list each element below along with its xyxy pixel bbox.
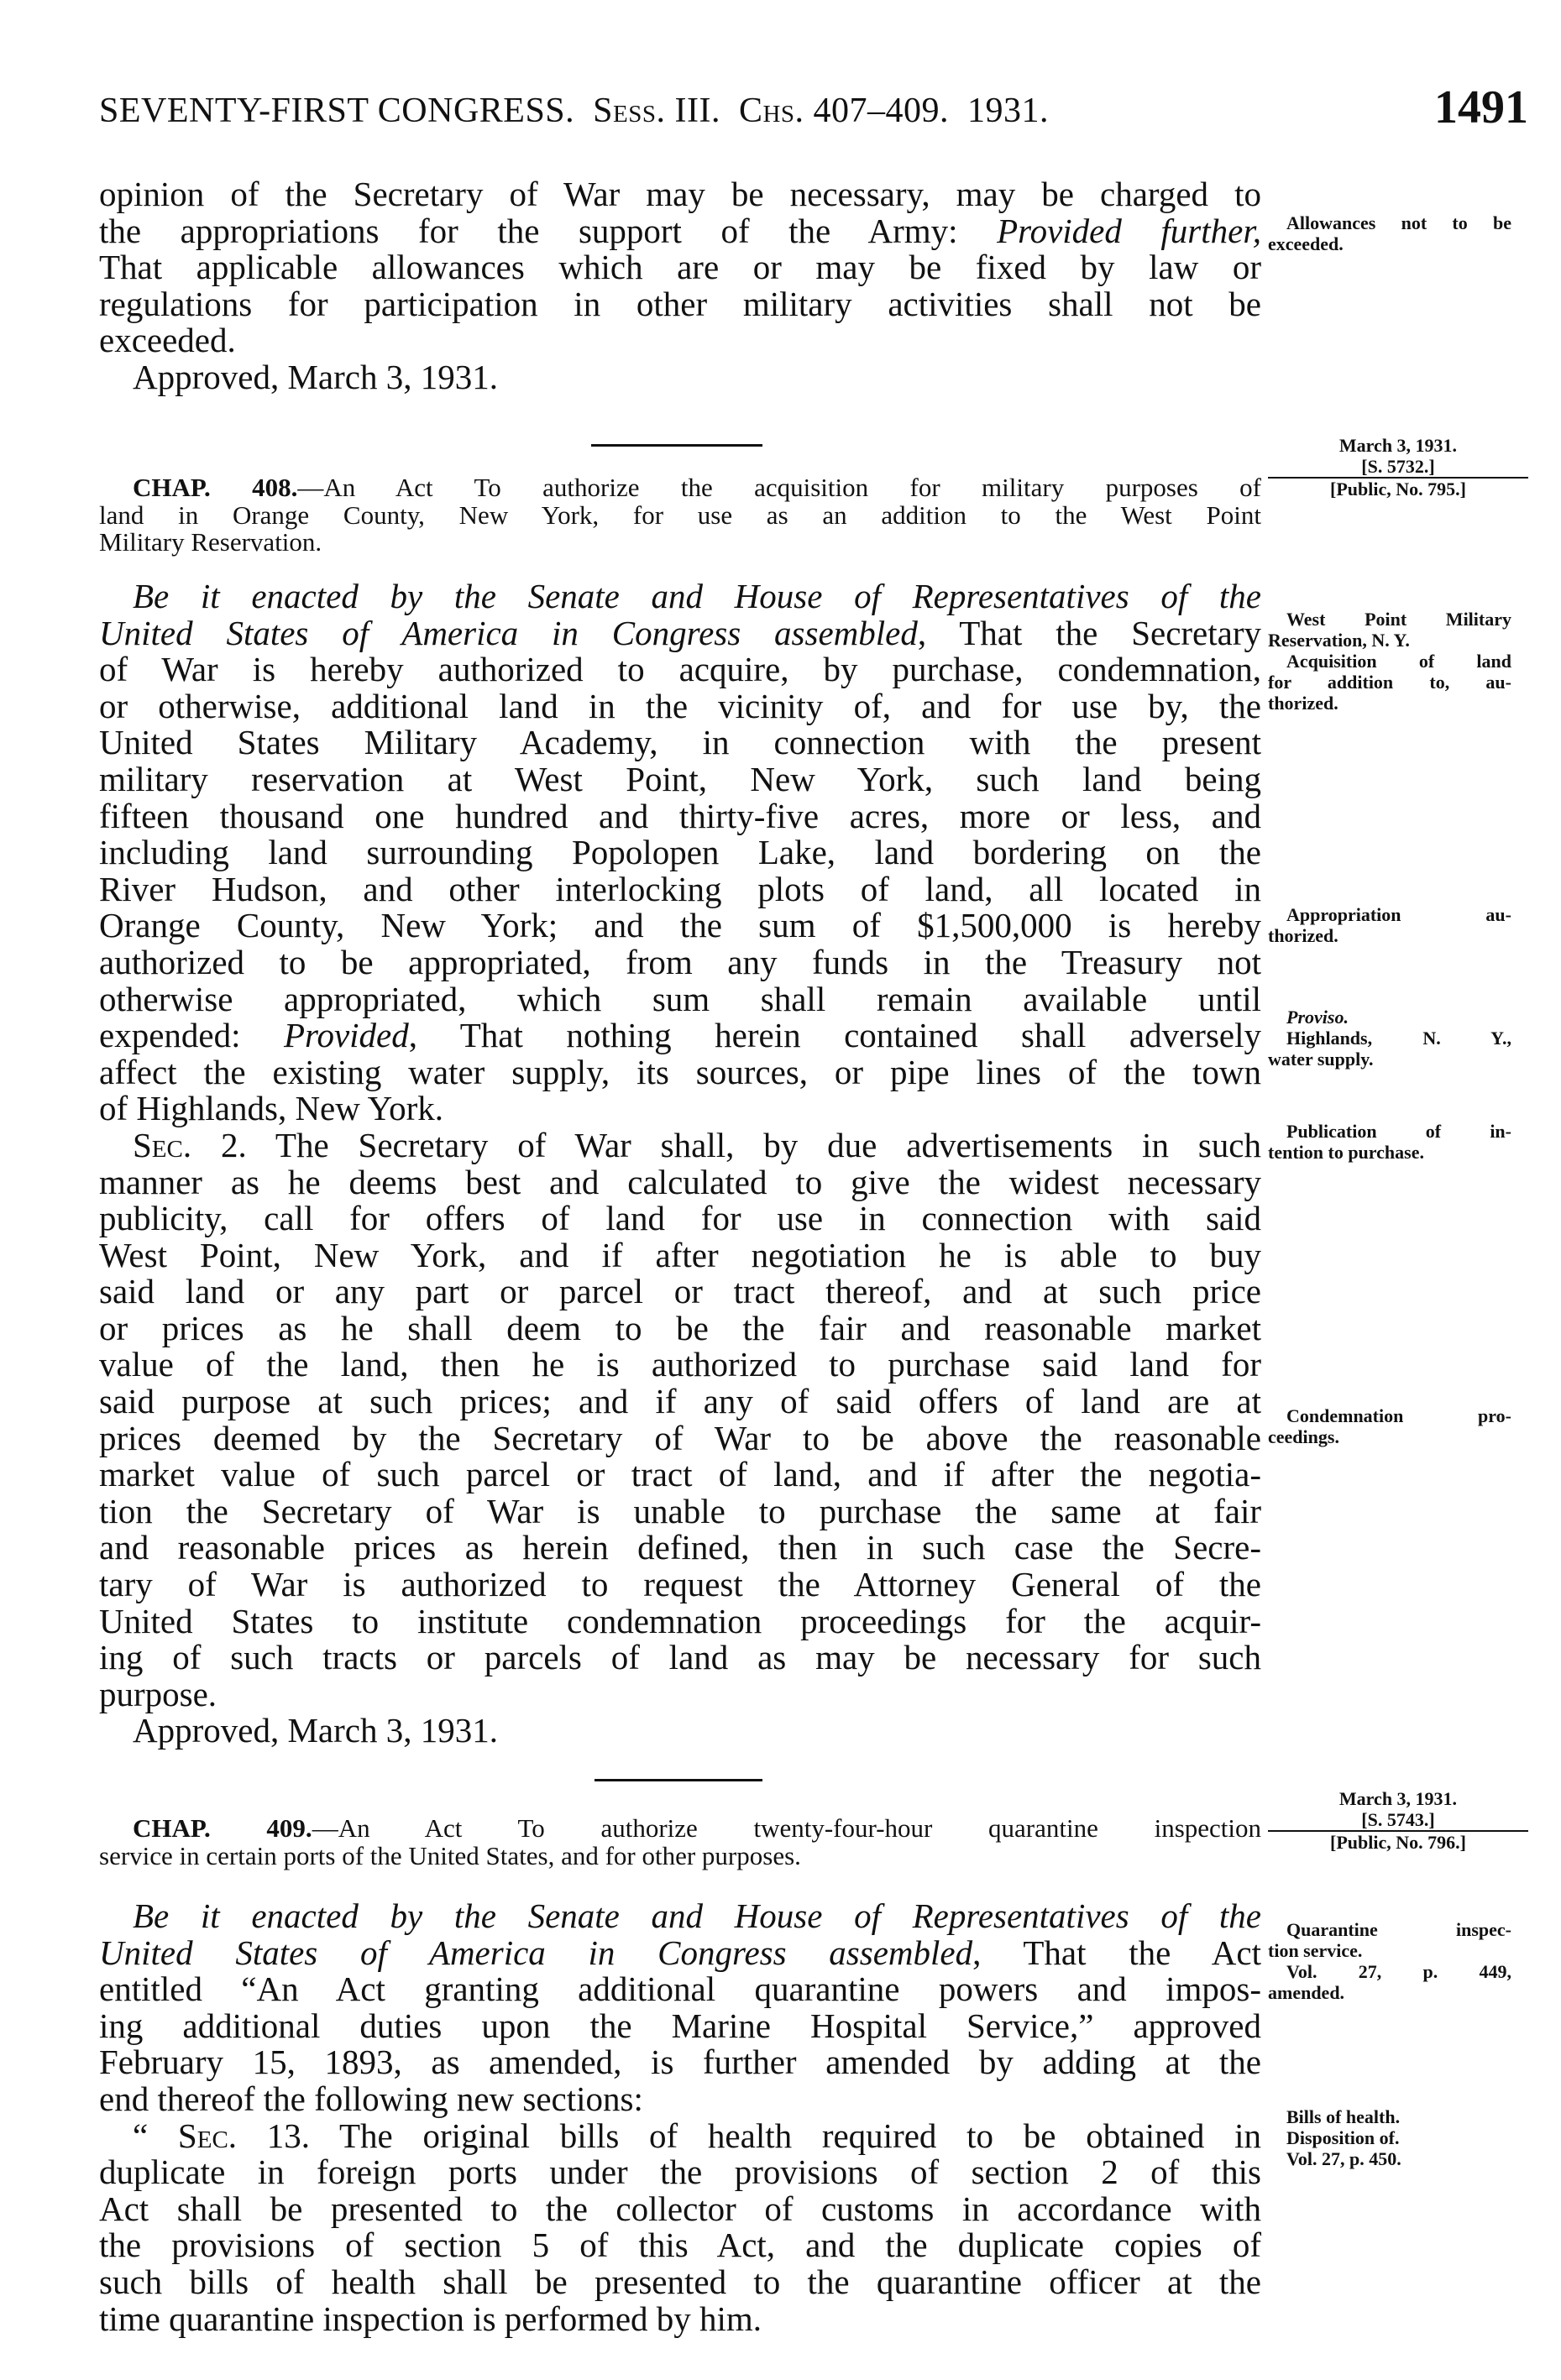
text-line	[99, 1237, 1261, 1274]
text-run: tion service.	[1268, 1940, 1363, 1961]
divider	[595, 1779, 762, 1781]
text-run: time quarantine inspection is performed by him.	[99, 2299, 762, 2338]
text-run: , That nothing herein contained shall adversely	[408, 1016, 1261, 1055]
text-line	[1268, 1049, 1511, 1070]
text-run: River Hudson, and other interlocking plots of land, all located in	[99, 869, 1261, 908]
paragraph	[1268, 1405, 1511, 1447]
congress-title: SEVENTY-FIRST CONGRESS.	[99, 92, 575, 130]
text-run: including land surrounding Popolopen Lake, land bordering on the	[99, 833, 1261, 872]
paragraph	[99, 2118, 1261, 2338]
text-run: expended:	[99, 1016, 284, 1055]
text-run: duplicate in foreign ports under the provisions of section 2 of this	[99, 2152, 1261, 2192]
small-caps-text: Sec.	[133, 1125, 192, 1164]
text-line	[99, 502, 1261, 530]
text-line	[99, 1017, 1261, 1054]
small-caps-text: Sec.	[177, 2116, 238, 2155]
text-line	[99, 474, 1261, 502]
text-line	[99, 1530, 1261, 1567]
text-line	[99, 1676, 1261, 1713]
text-line	[99, 981, 1261, 1018]
margin-note-allowances	[1268, 212, 1511, 254]
text-run: end thereof the following new sections:	[99, 2079, 643, 2118]
text-run: amended.	[1268, 1982, 1345, 2003]
text-line	[99, 1347, 1261, 1384]
text-line	[99, 2081, 1261, 2118]
text-line	[99, 651, 1261, 688]
year: 1931.	[967, 92, 1050, 130]
margin-note-condemnation	[1268, 1405, 1511, 1447]
text-run: publicity, call for offers of land for use in connection with said	[99, 1199, 1261, 1238]
italic-text: United States of America in Congress assembled	[99, 613, 918, 652]
margin-note-appropriation	[1268, 904, 1511, 946]
text-run: ing additional duties upon the Marine Hospital Service,” approved	[99, 2006, 1261, 2045]
text-run: ing of such tracts or parcels of land as may be necessary for such	[99, 1638, 1261, 1677]
text-run: such bills of health shall be presented to the quarantine officer at the	[99, 2262, 1261, 2301]
paragraph	[1286, 2127, 1530, 2148]
chap-409-body	[99, 1898, 1261, 2337]
text-line	[99, 2264, 1261, 2301]
text-line	[99, 1420, 1261, 1457]
text-run: said land or any part or parcel or tract thereof, and at such price	[99, 1272, 1261, 1311]
text-line	[99, 249, 1261, 286]
public-law-number: [Public, No. 795.]	[1330, 479, 1466, 500]
text-run: said purpose at such prices; and if any of said offers of land are at	[99, 1382, 1261, 1421]
text-line	[99, 2154, 1261, 2191]
text-run: —An Act To authorize the acquisition for military purposes of	[297, 473, 1261, 502]
text-line	[99, 1567, 1261, 1603]
text-run: of War is hereby authorized to acquire, by purchase, condemnation,	[99, 650, 1261, 689]
text-run: value of the land, then he is authorized to purchase said land for	[99, 1345, 1261, 1384]
text-run: , That the Act	[972, 1933, 1261, 1972]
text-run: , That the Secretary	[917, 613, 1261, 652]
margin-note-quarantine	[1268, 1919, 1511, 2003]
bold-text: CHAP. 409.	[133, 1813, 312, 1843]
text-run: land in Orange County, New York, for use as an addition to the West Point	[99, 500, 1261, 530]
text-run: exceeded.	[1268, 233, 1344, 254]
italic-text: Be it enacted by the Senate and House of Representatives of the	[133, 1896, 1261, 1935]
paragraph	[99, 474, 1261, 557]
text-run: That applicable allowances which are or may be fixed by law or	[99, 248, 1261, 287]
text-run: Allowances not to be	[1286, 212, 1511, 233]
text-line	[99, 1935, 1261, 1972]
paragraph	[1286, 2148, 1530, 2169]
text-run: February 15, 1893, as amended, is further amended by adding at the	[99, 2043, 1261, 2082]
paragraph	[1286, 2106, 1530, 2127]
text-line	[99, 944, 1261, 981]
text-run: Orange County, New York; and the sum of $1,500,000 is hereby	[99, 906, 1261, 945]
text-run: or otherwise, additional land in the vicinity of, and for use by, the	[99, 686, 1261, 725]
enactment-date: March 3, 1931.	[1338, 1788, 1458, 1809]
text-run: West Point, New York, and if after negotiation he is able to buy	[99, 1235, 1261, 1274]
session: Sess. III.	[593, 92, 720, 130]
text-run: tention to purchase.	[1268, 1142, 1424, 1163]
text-run: affect the existing water supply, its sources, or pipe lines of the town	[99, 1052, 1261, 1091]
text-run: Appropriation au-	[1286, 904, 1511, 925]
text-line	[1268, 672, 1511, 693]
text-run: or prices as he shall deem to be the fair and reasonable market	[99, 1308, 1261, 1347]
approved-line: Approved, March 3, 1931.	[133, 357, 498, 396]
text-line	[99, 908, 1261, 944]
paragraph	[99, 176, 1261, 359]
text-line	[99, 2227, 1261, 2264]
margin-note-bills-of-health	[1268, 2106, 1530, 2169]
text-line	[1268, 1426, 1511, 1447]
margin-note-publication	[1268, 1121, 1511, 1163]
text-line	[99, 688, 1261, 725]
chap-409-date-block	[1268, 1788, 1528, 1853]
text-line	[1268, 651, 1511, 672]
margin-note-west-point	[1268, 609, 1511, 714]
text-run: Quarantine inspec-	[1286, 1919, 1511, 1940]
text-line	[1268, 1961, 1511, 1982]
text-line	[1268, 1028, 1511, 1049]
text-line	[99, 1127, 1261, 1164]
enactment-date: March 3, 1931.	[1338, 435, 1458, 456]
italic-text: Provided further,	[997, 211, 1261, 250]
text-line	[99, 798, 1261, 835]
italic-text: Provided	[283, 1016, 409, 1055]
text-line	[99, 1054, 1261, 1091]
text-run: United States Military Academy, in connection with the present	[99, 723, 1261, 762]
text-line	[99, 1971, 1261, 2008]
text-line	[99, 1493, 1261, 1530]
text-line	[99, 578, 1261, 615]
text-line	[99, 871, 1261, 908]
paragraph	[1268, 212, 1511, 254]
text-run: Disposition of.	[1286, 2127, 1400, 2148]
text-line	[99, 286, 1261, 323]
text-run: Reservation, N. Y.	[1268, 630, 1410, 651]
paragraph	[1268, 651, 1511, 714]
senate-bill-number: [S. 5732.]	[1361, 456, 1435, 477]
text-run: otherwise appropriated, which sum shall remain available until	[99, 979, 1261, 1018]
text-line	[99, 1200, 1261, 1237]
text-run: market value of such parcel or tract of land, and if after the negotia-	[99, 1455, 1261, 1494]
italic-text: United States of America in Congress assembled	[99, 1933, 973, 1972]
text-line	[1268, 693, 1511, 714]
text-line	[99, 213, 1261, 250]
text-line	[99, 1640, 1261, 1676]
text-line	[99, 1603, 1261, 1640]
text-run: and reasonable prices as herein defined, then in such case the Secre-	[99, 1528, 1261, 1567]
paragraph	[1268, 1121, 1511, 1163]
text-run: ceedings.	[1268, 1426, 1339, 1447]
text-run: West Point Military	[1286, 609, 1511, 630]
text-run: Military Reservation.	[99, 527, 322, 557]
text-line	[1268, 1405, 1511, 1426]
text-run: authorized to be appropriated, from any funds in the Treasury not	[99, 942, 1261, 981]
paragraph	[99, 1815, 1261, 1870]
text-line	[99, 834, 1261, 871]
text-run: Condemnation pro-	[1286, 1405, 1511, 1426]
text-line	[99, 724, 1261, 761]
text-run: Acquisition of land	[1286, 651, 1511, 672]
paragraph	[1268, 1919, 1511, 1961]
text-line	[1268, 1982, 1511, 2003]
paragraph	[1268, 1007, 1511, 1028]
chap-408-body	[99, 578, 1261, 1750]
paragraph	[99, 1127, 1261, 1713]
text-run: tion the Secretary of War is unable to purchase the same at fair	[99, 1491, 1261, 1530]
senate-bill-number: [S. 5743.]	[1361, 1809, 1435, 1830]
text-line	[1268, 1007, 1511, 1028]
text-line	[99, 1091, 1261, 1127]
text-line	[99, 1840, 1261, 1870]
text-line	[1286, 2148, 1530, 2169]
text-run: service in certain ports of the United States, and for other purposes.	[99, 1840, 801, 1870]
public-law-number: [Public, No. 796.]	[1330, 1832, 1466, 1853]
approved-line: Approved, March 3, 1931.	[133, 1711, 498, 1750]
text-run: Publication of in-	[1286, 1121, 1511, 1142]
italic-text: Be it enacted by the Senate and House of Representatives of the	[133, 577, 1261, 615]
text-run: —An Act To authorize twenty-four-hour quarantine inspection	[312, 1813, 1261, 1843]
text-run: thorized.	[1268, 693, 1338, 714]
text-run: Bills of health.	[1286, 2106, 1401, 2127]
text-line	[99, 1898, 1261, 1935]
bold-text: CHAP. 408.	[133, 473, 298, 502]
text-run: thorized.	[1268, 925, 1338, 946]
text-run: entitled “An Act granting additional quarantine powers and impos-	[99, 1969, 1261, 2009]
continuation-paragraph	[99, 176, 1261, 396]
text-run: purpose.	[99, 1674, 217, 1713]
text-run: manner as he deems best and calculated to give the widest necessary	[99, 1162, 1261, 1201]
italic-text: Proviso.	[1286, 1007, 1349, 1028]
text-run: Vol. 27, p. 449,	[1286, 1961, 1511, 1982]
text-line	[1268, 233, 1511, 254]
text-run: the appropriations for the support of the Army:	[99, 211, 998, 250]
paragraph	[1268, 609, 1511, 651]
text-run: tary of War is authorized to request the Attorney General of the	[99, 1565, 1261, 1604]
text-run: prices deemed by the Secretary of War to be above the reasonable	[99, 1418, 1261, 1457]
chap-409-heading	[99, 1815, 1261, 1870]
text-line	[99, 1310, 1261, 1347]
text-line	[99, 529, 1261, 557]
text-line	[99, 615, 1261, 652]
text-line	[99, 761, 1261, 798]
text-run: Vol. 27, p. 450.	[1286, 2148, 1401, 2169]
chap-408-heading	[99, 474, 1261, 557]
text-run: Act shall be presented to the collector of customs in accordance with	[99, 2189, 1261, 2228]
text-line	[99, 322, 1261, 359]
page-number: 1491	[1434, 81, 1528, 133]
text-run: Highlands, N. Y.,	[1286, 1028, 1511, 1049]
text-run: opinion of the Secretary of War may be necessary, may be charged to	[99, 175, 1261, 213]
text-line	[99, 1164, 1261, 1201]
text-line	[1268, 1919, 1511, 1940]
divider	[591, 444, 762, 447]
text-line	[1268, 904, 1511, 925]
paragraph	[1268, 904, 1511, 946]
paragraph	[1268, 1961, 1511, 2003]
text-line	[99, 2118, 1261, 2155]
text-run: the provisions of section 5 of this Act, and the duplicate copies of	[99, 2226, 1261, 2265]
text-run: water supply.	[1268, 1049, 1374, 1070]
text-line	[99, 1274, 1261, 1310]
text-line	[1268, 609, 1511, 630]
text-run: for addition to, au-	[1268, 672, 1511, 693]
text-line	[1268, 630, 1511, 651]
text-run: 13. The original bills of health required to be obtained in	[237, 2116, 1261, 2155]
text-run: United States to institute condemnation proceedings for the acquir-	[99, 1601, 1261, 1640]
paragraph	[1268, 1028, 1511, 1070]
text-line	[99, 176, 1261, 213]
paragraph	[99, 1898, 1261, 2118]
text-line	[1268, 1940, 1511, 1961]
margin-note-proviso	[1268, 1007, 1511, 1070]
running-header	[99, 91, 1409, 131]
text-run: 2. The Secretary of War shall, by due advertisements in such	[191, 1125, 1261, 1164]
text-run: military reservation at West Point, New York, such land being	[99, 759, 1261, 798]
text-run: “	[133, 2116, 178, 2155]
text-run: fifteen thousand one hundred and thirty-five acres, more or less, and	[99, 796, 1261, 835]
text-line	[99, 1815, 1261, 1843]
paragraph	[99, 578, 1261, 1127]
text-line	[99, 2301, 1261, 2338]
text-line	[99, 2044, 1261, 2081]
text-line	[99, 2008, 1261, 2045]
text-run: regulations for participation in other military activities shall not be	[99, 284, 1261, 323]
text-line	[1286, 2106, 1530, 2127]
text-line	[1268, 1142, 1511, 1163]
text-line	[1268, 1121, 1511, 1142]
text-run: exceeded.	[99, 321, 236, 360]
chapters: Chs. 407–409.	[738, 92, 950, 130]
text-line	[1268, 925, 1511, 946]
chap-408-date-block	[1268, 435, 1528, 500]
text-line	[99, 2191, 1261, 2228]
text-line	[1268, 212, 1511, 233]
text-run: of Highlands, New York.	[99, 1089, 443, 1128]
text-line	[99, 1457, 1261, 1493]
text-line	[99, 1384, 1261, 1420]
text-line	[1286, 2127, 1530, 2148]
